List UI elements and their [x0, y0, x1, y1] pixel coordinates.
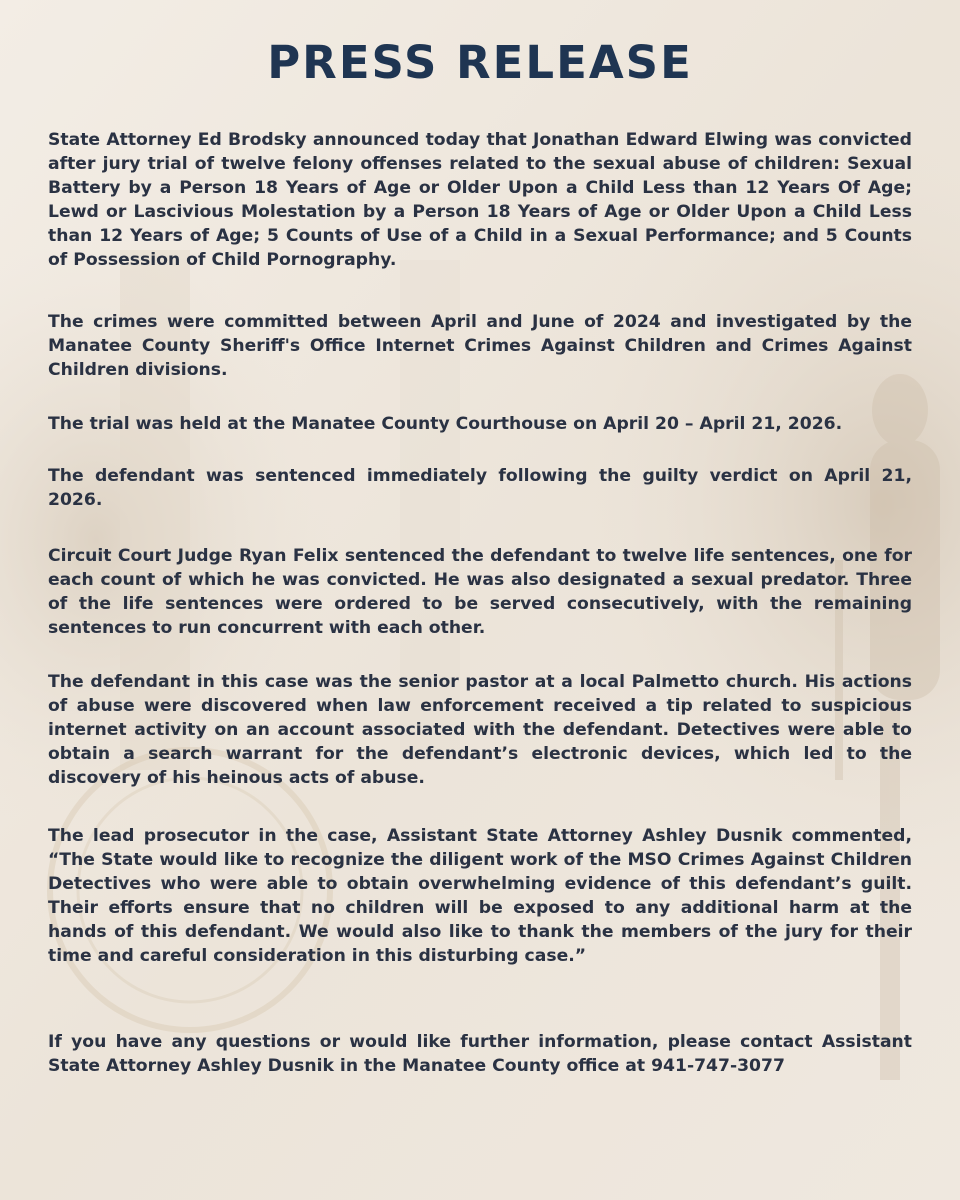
paragraph-announcement: State Attorney Ed Brodsky announced today that Jonathan Edward Elwing was convicted after jury trial of twelve felony offenses related to the sexual abuse of children: Sexual Battery by a Person 18 Years of Age or Older Upon a Child Less than 12 Years Of Age; Lewd or Lascivious Molestation by a Person 18 Years of Age or Older Upon a Child Less than 12 Years of Age; 5 Counts of Use of a Child in a Sexual Performance; and 5 Counts of Possession of Child Pornography.	[48, 130, 912, 270]
paragraph-background: The defendant in this case was the senior pastor at a local Palmetto church. His actions of abuse were discovered when law enforcement received a tip related to suspicious internet activity on an account associated with the defendant. Detectives were able to obtain a search warrant for the defendant’s electronic devices, which led to the discovery of his heinous acts of abuse.	[48, 672, 912, 788]
paragraph-quote: The lead prosecutor in the case, Assistant State Attorney Ashley Dusnik commented, “The State would like to recognize the diligent work of the MSO Crimes Against Children Detectives who were able to obtain overwhelming evidence of this defendant’s guilt. Their efforts ensure that no children will be exposed to any additional harm at the hands of this defendant. We would also like to thank the members of the jury for their time and careful consideration in this disturbing case.”	[48, 826, 912, 966]
paragraph-sentence: Circuit Court Judge Ryan Felix sentenced the defendant to twelve life sentences, one for each count of which he was convicted. He was also designated a sexual predator. Three of the life sentences were ordered to be served consecutively, with the remaining sentences to run concurrent with each other.	[48, 546, 912, 638]
page-title: PRESS RELEASE	[267, 36, 693, 89]
paragraph-sentencing-date: The defendant was sentenced immediately following the guilty verdict on April 21, 2026.	[48, 466, 912, 510]
paragraph-contact: If you have any questions or would like further information, please contact Assistant State Attorney Ashley Dusnik in the Manatee County office at 941-747-3077	[48, 1032, 912, 1076]
paragraph-investigation: The crimes were committed between April and June of 2024 and investigated by the Manatee County Sheriff's Office Internet Crimes Against Children and Crimes Against Children divisions.	[48, 312, 912, 380]
paragraph-trial: The trial was held at the Manatee County Courthouse on April 20 – April 21, 2026.	[48, 414, 843, 434]
